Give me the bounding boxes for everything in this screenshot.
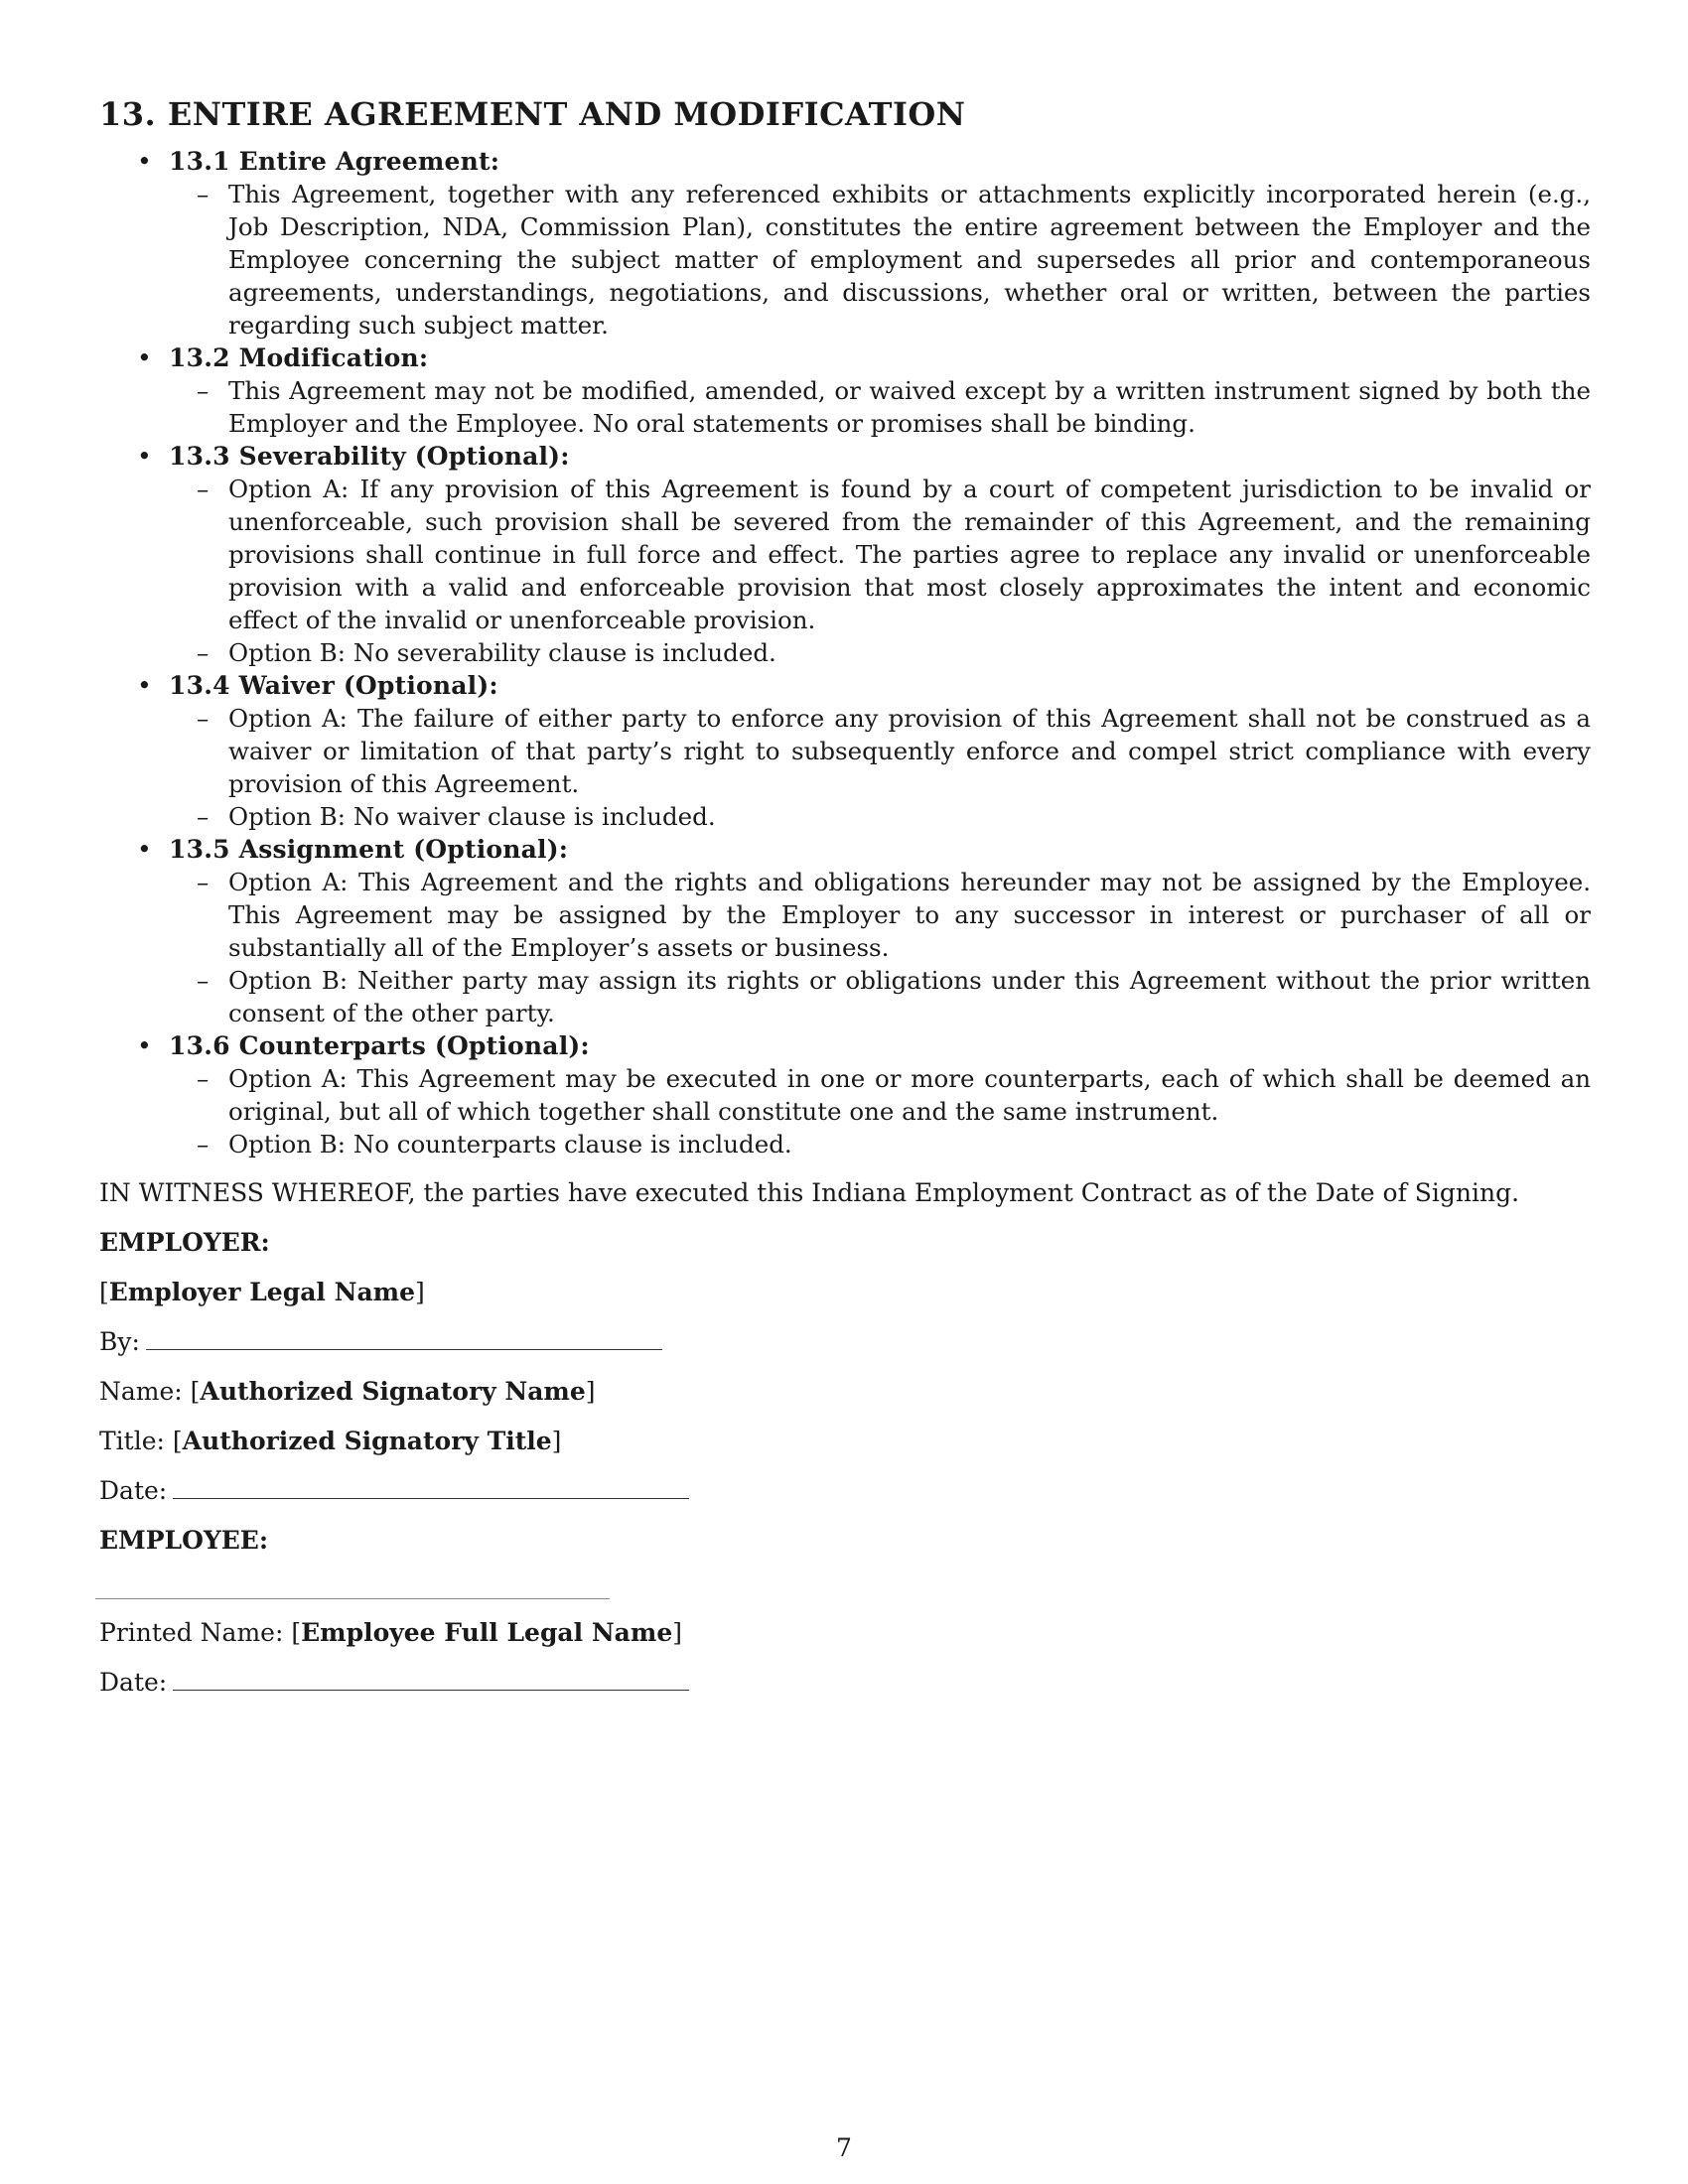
clause-heading: 13.3 Severability (Optional): <box>169 442 570 471</box>
clause-text: – This Agreement, together with any referenced exhibits or attachments explicitly incorporated herein (e.g., Job Description, NDA, Commission Plan), constitutes the entire agreement between the Employer and the Employee concerning the subject matter of employment and supersedes all prior and contemporaneous agreements, understandings, negotiations, and discussions, whether oral or written, between the parties regarding such subject matter. <box>169 178 1591 341</box>
employer-by-line: By: <box>99 1325 1591 1358</box>
employer-name-line: Name: [Authorized Signatory Name] <box>99 1377 596 1406</box>
clause-option-a: – Option A: This Agreement and the rights and obligations hereunder may not be assigned by the Employee. This Agreement may be assigned by the Employer to any successor in interest or purchaser of all or substantially all of the Employer’s assets or business. <box>169 866 1591 964</box>
clause-option-a: – Option A: This Agreement may be executed in one or more counterparts, each of which shall be deemed an original, but all of which together shall constitute one and the same instrument. <box>169 1062 1591 1128</box>
employer-signature-field[interactable] <box>146 1327 662 1350</box>
clause-13-1 <box>99 145 1591 341</box>
clause-option-b: – Option B: No waiver clause is included. <box>169 800 1591 833</box>
clause-heading: 13.5 Assignment (Optional): <box>169 835 569 864</box>
employer-label: EMPLOYER: <box>99 1228 270 1257</box>
employee-printed-name-line: Printed Name: [Employee Full Legal Name] <box>99 1618 683 1647</box>
clause-13-2 <box>99 341 1591 440</box>
employer-legal-name: [Employer Legal Name] <box>99 1278 425 1306</box>
clause-heading: 13.2 Modification: <box>169 343 429 372</box>
employee-label: EMPLOYEE: <box>99 1526 269 1555</box>
employee-date-line: Date: <box>99 1666 1591 1699</box>
clause-option-b: – Option B: Neither party may assign its rights or obligations under this Agreement without the prior written consent of the other party. <box>169 964 1591 1029</box>
employer-date-line: Date: <box>99 1474 1591 1507</box>
clause-option-a: – Option A: If any provision of this Agreement is found by a court of competent jurisdiction to be invalid or unenforceable, such provision shall be severed from the remainder of this Agreement, and the remaining provisions shall continue in full force and effect. The parties agree to replace any invalid or unenforceable provision with a valid and enforceable provision that most closely approximates the intent and economic effect of the invalid or unenforceable provision. <box>169 473 1591 636</box>
clause-heading: 13.4 Waiver (Optional): <box>169 671 498 700</box>
clause-13-4 <box>99 669 1591 833</box>
clause-heading: 13.6 Counterparts (Optional): <box>169 1031 590 1060</box>
employee-signature-line[interactable] <box>95 1598 610 1599</box>
document-page <box>99 95 1591 1699</box>
clause-text: – This Agreement may not be modified, amended, or waived except by a written instrument signed by both the Employer and the Employee. No oral statements or promises shall be binding. <box>169 374 1591 440</box>
employer-date-field[interactable] <box>173 1476 689 1499</box>
section-title: 13. ENTIRE AGREEMENT AND MODIFICATION <box>99 95 966 133</box>
clause-13-3 <box>99 440 1591 669</box>
employer-title-line: Title: [Authorized Signatory Title] <box>99 1427 562 1455</box>
clause-13-6 <box>99 1029 1591 1160</box>
witness-statement: IN WITNESS WHEREOF, the parties have executed this Indiana Employment Contract as of the Date of Signing. <box>99 1178 1520 1207</box>
clause-option-b: – Option B: No severability clause is included. <box>169 636 1591 669</box>
clause-heading: 13.1 Entire Agreement: <box>169 147 500 176</box>
employee-date-field[interactable] <box>173 1668 689 1691</box>
clause-13-5 <box>99 833 1591 1029</box>
clause-list <box>99 145 1591 1160</box>
page-number: 7 <box>836 2133 852 2162</box>
clause-option-b: – Option B: No counterparts clause is included. <box>169 1128 1591 1160</box>
clause-option-a: – Option A: The failure of either party to enforce any provision of this Agreement shall not be construed as a waiver or limitation of that party’s right to subsequently enforce and compel strict compliance with every provision of this Agreement. <box>169 702 1591 800</box>
